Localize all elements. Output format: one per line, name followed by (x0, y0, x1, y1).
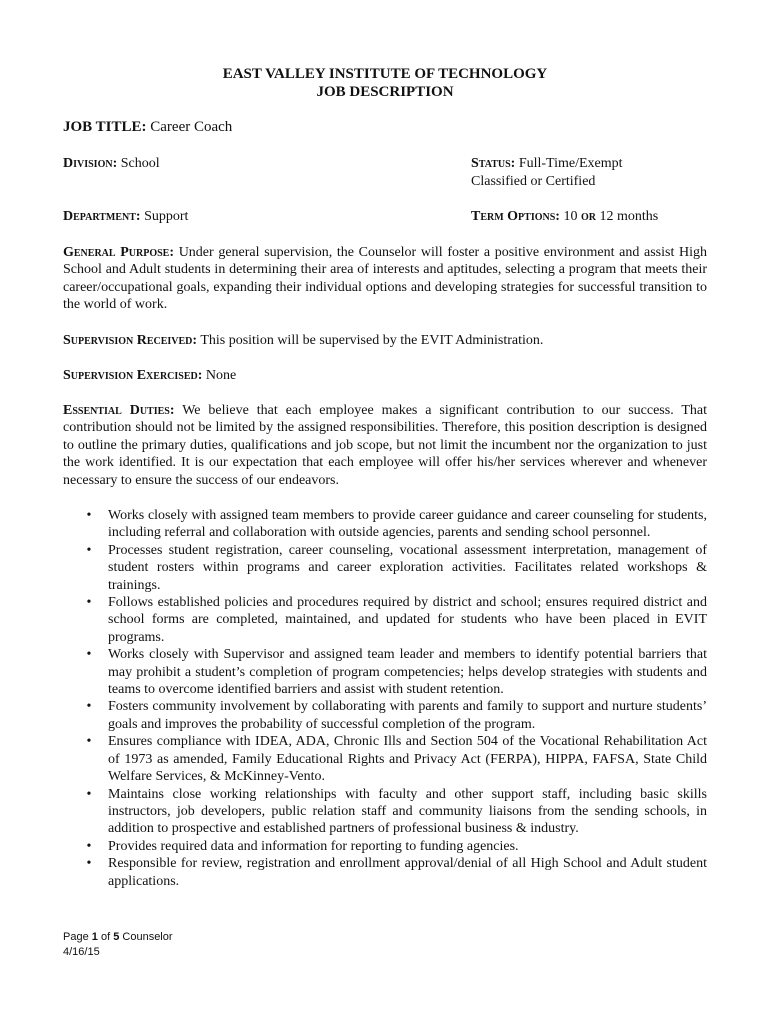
division-line (63, 155, 160, 172)
term-option-b: 12 months (599, 209, 659, 224)
duty-text: Works closely with Supervisor and assigned team leader and members to identify potential barriers that may prohibit a student’s completion of program competencies; helps develop strategies with students and teams to overcome identified barriers and assist with student retention. (108, 647, 707, 698)
duty-text: Ensures compliance with IDEA, ADA, Chronic Ills and Section 504 of the Vocational Rehabilitation Act of 1973 as amended, Family Educational Rights and Privacy Act (FERPA), HIPPA, FAFSA, State Child Welfare Services, & McKinney-Vento. (108, 734, 707, 785)
bullet-icon: • (86, 838, 92, 854)
bullet-icon: • (86, 647, 92, 663)
list-item (63, 838, 707, 855)
division-label: Division: (63, 156, 118, 171)
job-title-line (63, 119, 232, 136)
job-title-value: Career Coach (150, 119, 233, 135)
supervision-received-label: Supervision Received: (63, 333, 198, 348)
duty-text: Processes student registration, career counseling, vocational assessment interpretation, management of student rosters within programs and career exploration activities. Facilitates related workshops & trainings. (108, 542, 707, 593)
institution-title: EAST VALLEY INSTITUTE OF TECHNOLOGY (222, 66, 548, 82)
bullet-icon: • (86, 734, 92, 750)
bullet-icon: • (86, 508, 92, 523)
term-options-line (471, 208, 658, 225)
term-option-a: 10 (563, 209, 578, 224)
list-item (63, 786, 707, 838)
bullet-icon: • (86, 699, 92, 715)
department-label: Department: (63, 209, 141, 224)
bullet-icon: • (86, 786, 92, 802)
duty-text: Follows established policies and procedures required by district and school; ensures required district and school forms are completed, maintained, and updated for students who have been placed in EVIT programs. (108, 595, 707, 645)
duty-text: Responsible for review, registration and enrollment approval/denial of all High School and Adult student applications. (108, 856, 707, 889)
term-options-label: Term Options: (471, 209, 560, 224)
essential-duties-text: We believe that each employee makes a significant contribution to our success. That contribution should not be limited by the assigned responsibilities. Therefore, this position description is designed to outline the primary duties, qualifications and job scope, but not limit the incumbent nor the organization to just the work identified. It is our expectation that each employee will offer his/her services wherever and whenever necessary to ensure the success of our endeavors. (63, 403, 708, 488)
list-item (63, 855, 707, 890)
status-value: Full-Time/Exempt (518, 156, 623, 171)
duty-text: Provides required data and information for reporting to funding agencies. (108, 838, 519, 854)
footer-of-word: of (100, 931, 111, 943)
duty-text: Maintains close working relationships with faculty and other support staff, including basic skills instructors, job developers, public relation staff and community liaisons from the sending schools, in addition to prospective and established partners of professional business & industry. (108, 786, 707, 837)
supervision-exercised-label: Supervision Exercised: (63, 368, 203, 383)
list-item (63, 698, 707, 733)
supervision-received-section (63, 332, 707, 349)
department-line (63, 208, 188, 225)
status-line (471, 155, 623, 172)
division-value: School (120, 156, 160, 171)
department-value: Support (144, 209, 189, 224)
duty-text: Fosters community involvement by collaborating with parents and family to support and nurture students’ goals and improves the probability of successful completion of the program. (108, 699, 707, 732)
duty-text: Works closely with assigned team members to provide career guidance and career counseling for students, including referral and collaboration with outside agencies, parents and sending school personnel. (108, 508, 707, 541)
footer-date: 4/16/15 (63, 946, 100, 958)
status-label: Status: (471, 156, 516, 171)
essential-duties-list (63, 507, 707, 890)
list-item (63, 594, 707, 646)
status-value-secondary: Classified or Certified (471, 174, 596, 189)
footer-page-word: Page (63, 931, 89, 943)
list-item (63, 646, 707, 698)
general-purpose-section (63, 244, 707, 314)
supervision-received-text: This position will be supervised by the EVIT Administration. (200, 333, 544, 348)
footer-doc-name: Counselor (122, 931, 173, 943)
footer-page-number (63, 930, 173, 944)
supervision-exercised-section (63, 367, 707, 384)
list-item (63, 542, 707, 594)
bullet-icon: • (86, 542, 92, 558)
term-options-or: or (580, 209, 596, 224)
bullet-icon: • (86, 856, 92, 872)
general-purpose-label: General Purpose: (63, 245, 175, 260)
list-item (63, 733, 707, 785)
essential-duties-section (63, 402, 707, 489)
bullet-icon: • (86, 595, 92, 611)
footer-page-total: 5 (113, 931, 120, 943)
document-type-title: JOB DESCRIPTION (316, 84, 454, 100)
footer-page-num: 1 (91, 931, 98, 943)
essential-duties-label: Essential Duties: (63, 403, 175, 418)
job-title-label: JOB TITLE: (63, 119, 147, 135)
list-item (63, 507, 707, 542)
general-purpose-text: Under general supervision, the Counselor will foster a positive environment and assist High School and Adult students in determining their area of interests and aptitudes, selecting a program that meets their career/occupational goals, expanding their individual options and developing strategies for successful transition to the world of work. (63, 245, 708, 313)
supervision-exercised-text: None (205, 368, 237, 383)
